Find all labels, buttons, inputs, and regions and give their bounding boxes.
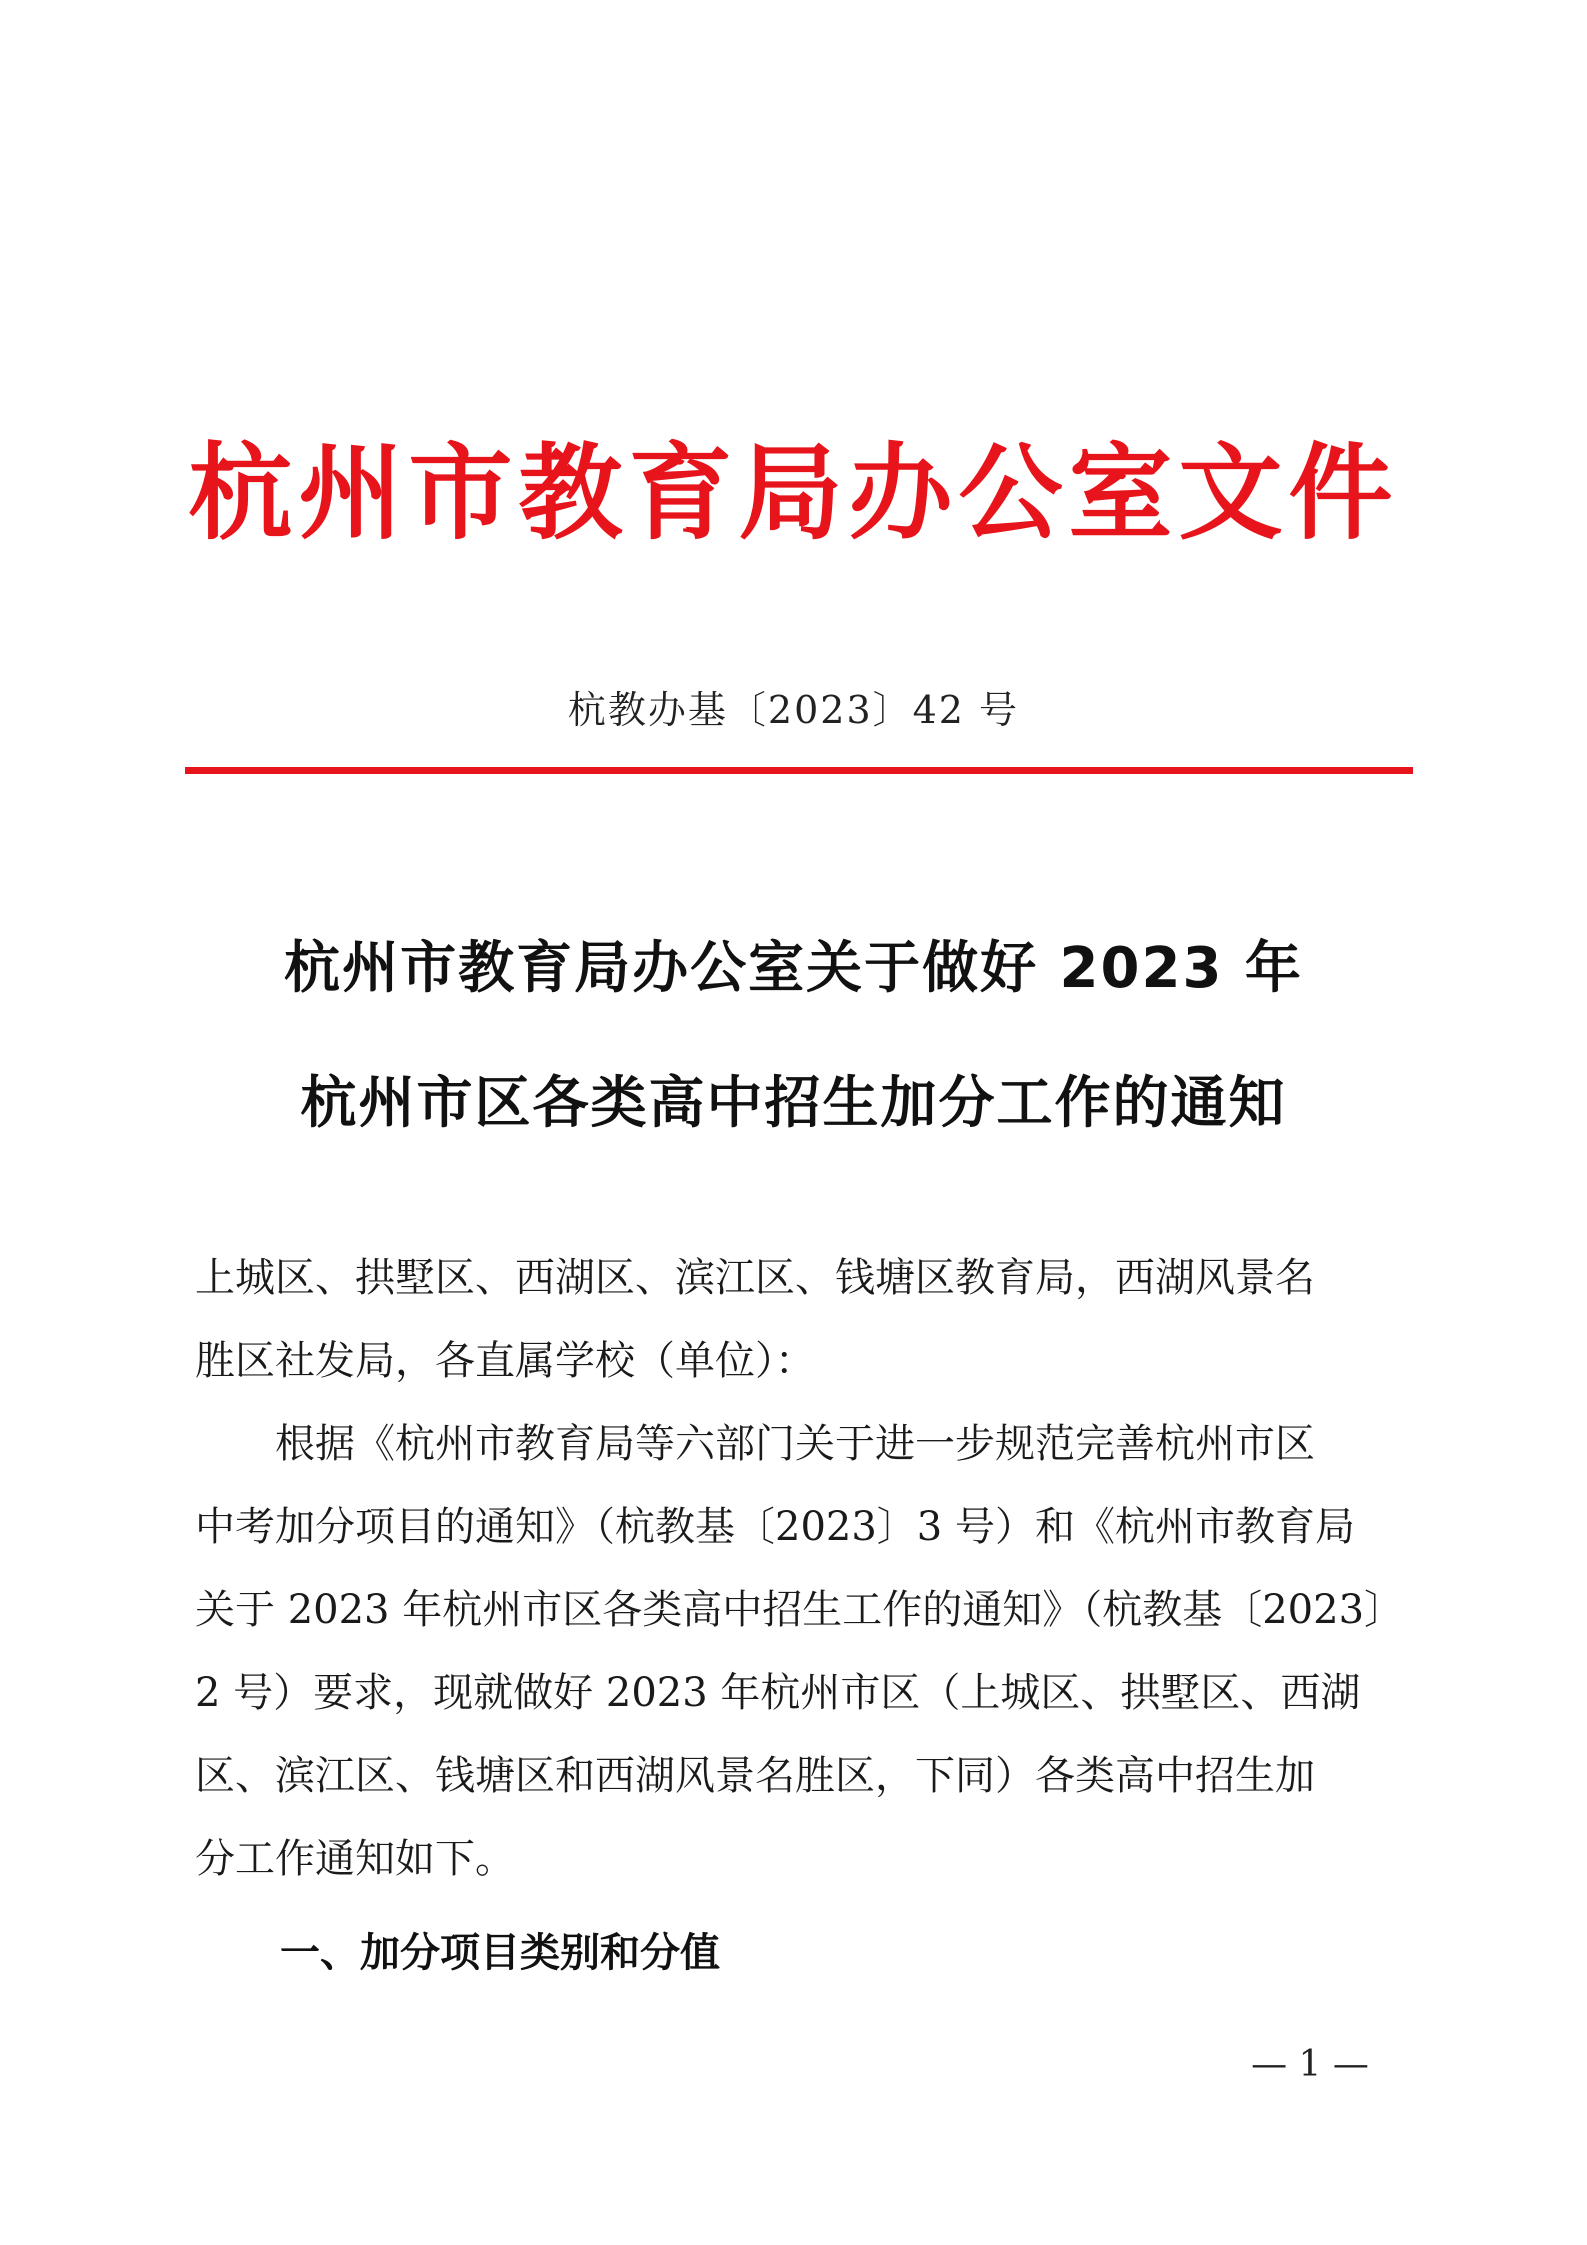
page-number: — 1 —	[1251, 2044, 1369, 2085]
body-line: 2 号）要求，现就做好 2023 年杭州市区（上城区、拱墅区、西湖	[195, 1670, 1361, 1716]
body-line: 分工作通知如下。	[195, 1836, 515, 1882]
notice-title-line-1: 杭州市教育局办公室关于做好 2023 年	[284, 936, 1303, 1001]
body-line: 上城区、拱墅区、西湖区、滨江区、钱塘区教育局，西湖风景名	[195, 1255, 1315, 1301]
masthead-title: 杭州市教育局办公室文件	[188, 431, 1399, 554]
body-line: 区、滨江区、钱塘区和西湖风景名胜区，下同）各类高中招生加	[195, 1753, 1315, 1799]
body-line: 胜区社发局，各直属学校（单位）：	[195, 1338, 815, 1384]
section-heading: 一、加分项目类别和分值	[280, 1930, 720, 1976]
red-divider-line	[185, 767, 1413, 774]
body-line: 关于 2023 年杭州市区各类高中招生工作的通知》（杭教基〔2023〕	[195, 1587, 1405, 1633]
notice-title-line-2: 杭州市区各类高中招生加分工作的通知	[300, 1071, 1287, 1136]
body-line: 根据《杭州市教育局等六部门关于进一步规范完善杭州市区	[195, 1421, 1315, 1467]
body-line: 中考加分项目的通知》（杭教基〔2023〕3 号）和《杭州市教育局	[195, 1504, 1355, 1550]
document-number: 杭教办基〔2023〕42 号	[567, 688, 1020, 732]
